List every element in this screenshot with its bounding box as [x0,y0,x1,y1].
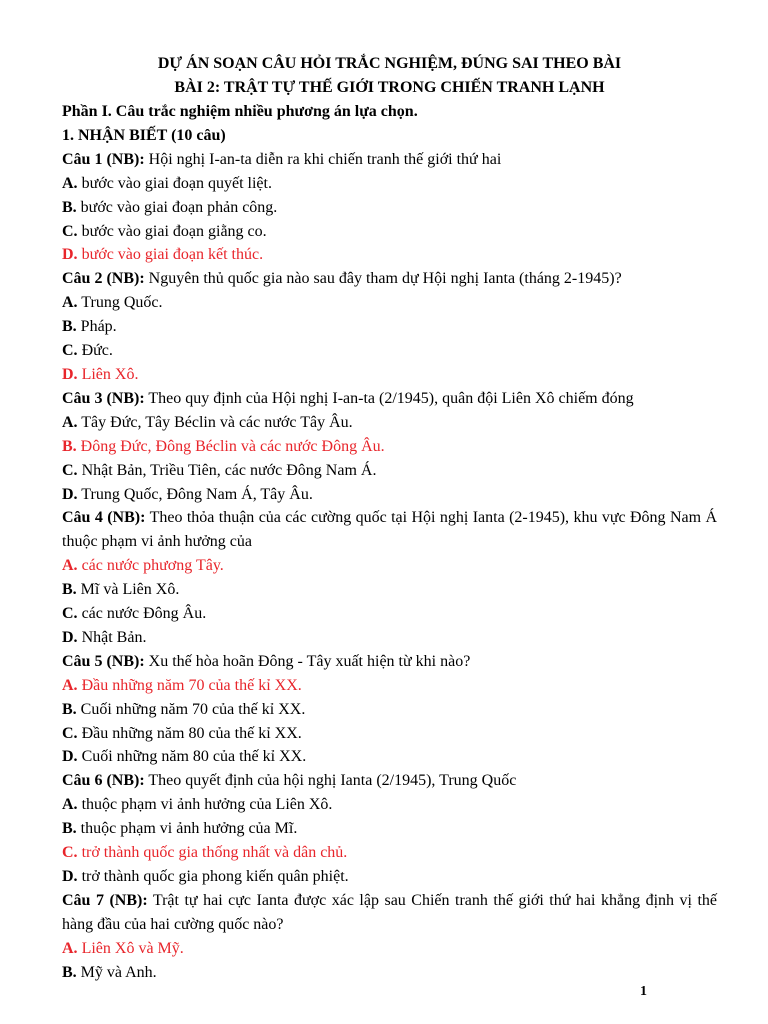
section-heading: 1. NHẬN BIẾT (10 câu) [62,126,226,144]
option-3a: A. Tây Đức, Tây Béclin và các nước Tây Âu. [62,413,353,431]
question-label: Câu 1 (NB): [62,150,145,168]
option-2b: B. Pháp. [62,318,117,336]
question-label: Câu 6 (NB): [62,772,145,790]
option-6b: B. thuộc phạm vi ảnh hưởng của Mĩ. [62,820,298,838]
option-6a: A. thuộc phạm vi ảnh hưởng của Liên Xô. [62,796,333,814]
option-2a: A. Trung Quốc. [62,294,163,312]
option-5d: D. Cuối những năm 80 của thế kỉ XX. [62,748,307,766]
option-1d-correct: D. bước vào giai đoạn kết thúc. [62,246,264,264]
option-6d: D. trở thành quốc gia phong kiến quân phiệt. [62,868,349,885]
question-text: Nguyên thủ quốc gia nào sau đây tham dự Hội nghị Ianta (tháng 2-1945)? [148,270,622,288]
document-title-line-2: BÀI 2: TRẬT TỰ THẾ GIỚI TRONG CHIẾN TRANH LẠNH [174,79,605,96]
option-4c: C. các nước Đông Âu. [62,605,207,623]
question-text: Theo quyết định của hội nghị Ianta (2/1945), Trung Quốc [148,772,517,790]
question-2 [62,267,717,291]
option-7a-correct: A. Liên Xô và Mỹ. [62,939,184,957]
question-4 [62,506,717,554]
question-label: Câu 5 (NB): [62,652,145,670]
question-text: Theo quy định của Hội nghị I-an-ta (2/1945), quân đội Liên Xô chiếm đóng [148,389,634,407]
option-2d-correct: D. Liên Xô. [62,365,139,383]
option-2c: C. Đức. [62,342,113,360]
question-label: Câu 2 (NB): [62,270,145,288]
option-4a-correct: A. các nước phương Tây. [62,557,224,575]
question-text: Theo thỏa thuận của các cường quốc tại Hội nghị Ianta (2-1945), khu vực Đông Nam Á thuộc phạm vi ảnh hưởng của [62,509,717,551]
question-text: Trật tự hai cực Ianta được xác lập sau Chiến tranh thế giới thứ hai khẳng định vị thế hàng đầu của hai cường quốc nào? [62,891,717,933]
option-4d: D. Nhật Bản. [62,628,147,646]
question-1 [62,148,717,172]
option-7b: B. Mỹ và Anh. [62,963,157,981]
option-6c-correct: C. trở thành quốc gia thống nhất và dân chủ. [62,844,348,862]
question-7 [62,889,717,937]
option-3d: D. Trung Quốc, Đông Nam Á, Tây Âu. [62,485,313,503]
option-5a-correct: A. Đầu những năm 70 của thế kỉ XX. [62,676,302,694]
question-label: Câu 4 (NB): [62,509,146,527]
option-5b: B. Cuối những năm 70 của thế kỉ XX. [62,700,306,718]
question-6 [62,769,717,793]
part-heading: Phần I. Câu trắc nghiệm nhiều phương án lựa chọn. [62,103,418,120]
question-text: Xu thế hòa hoãn Đông - Tây xuất hiện từ khi nào? [148,652,471,670]
page-number: 1 [640,984,647,999]
option-3b-correct: B. Đông Đức, Đông Béclin và các nước Đông Âu. [62,437,385,455]
question-5 [62,650,717,674]
option-1c: C. bước vào giai đoạn giằng co. [62,222,267,240]
question-text: Hội nghị I-an-ta diễn ra khi chiến tranh thế giới thứ hai [148,150,502,168]
question-3 [62,387,717,411]
option-5c: C. Đầu những năm 80 của thế kỉ XX. [62,724,302,742]
option-4b: B. Mĩ và Liên Xô. [62,581,180,599]
question-label: Câu 7 (NB): [62,891,148,909]
document-title-line-1: DỰ ÁN SOẠN CÂU HỎI TRẮC NGHIỆM, ĐÚNG SAI THEO BÀI [157,55,622,72]
option-1a: A. bước vào giai đoạn quyết liệt. [62,174,272,192]
question-label: Câu 3 (NB): [62,389,145,407]
document-page [62,52,717,985]
option-1b: B. bước vào giai đoạn phản công. [62,198,278,216]
option-3c: C. Nhật Bản, Triều Tiên, các nước Đông Nam Á. [62,461,377,479]
